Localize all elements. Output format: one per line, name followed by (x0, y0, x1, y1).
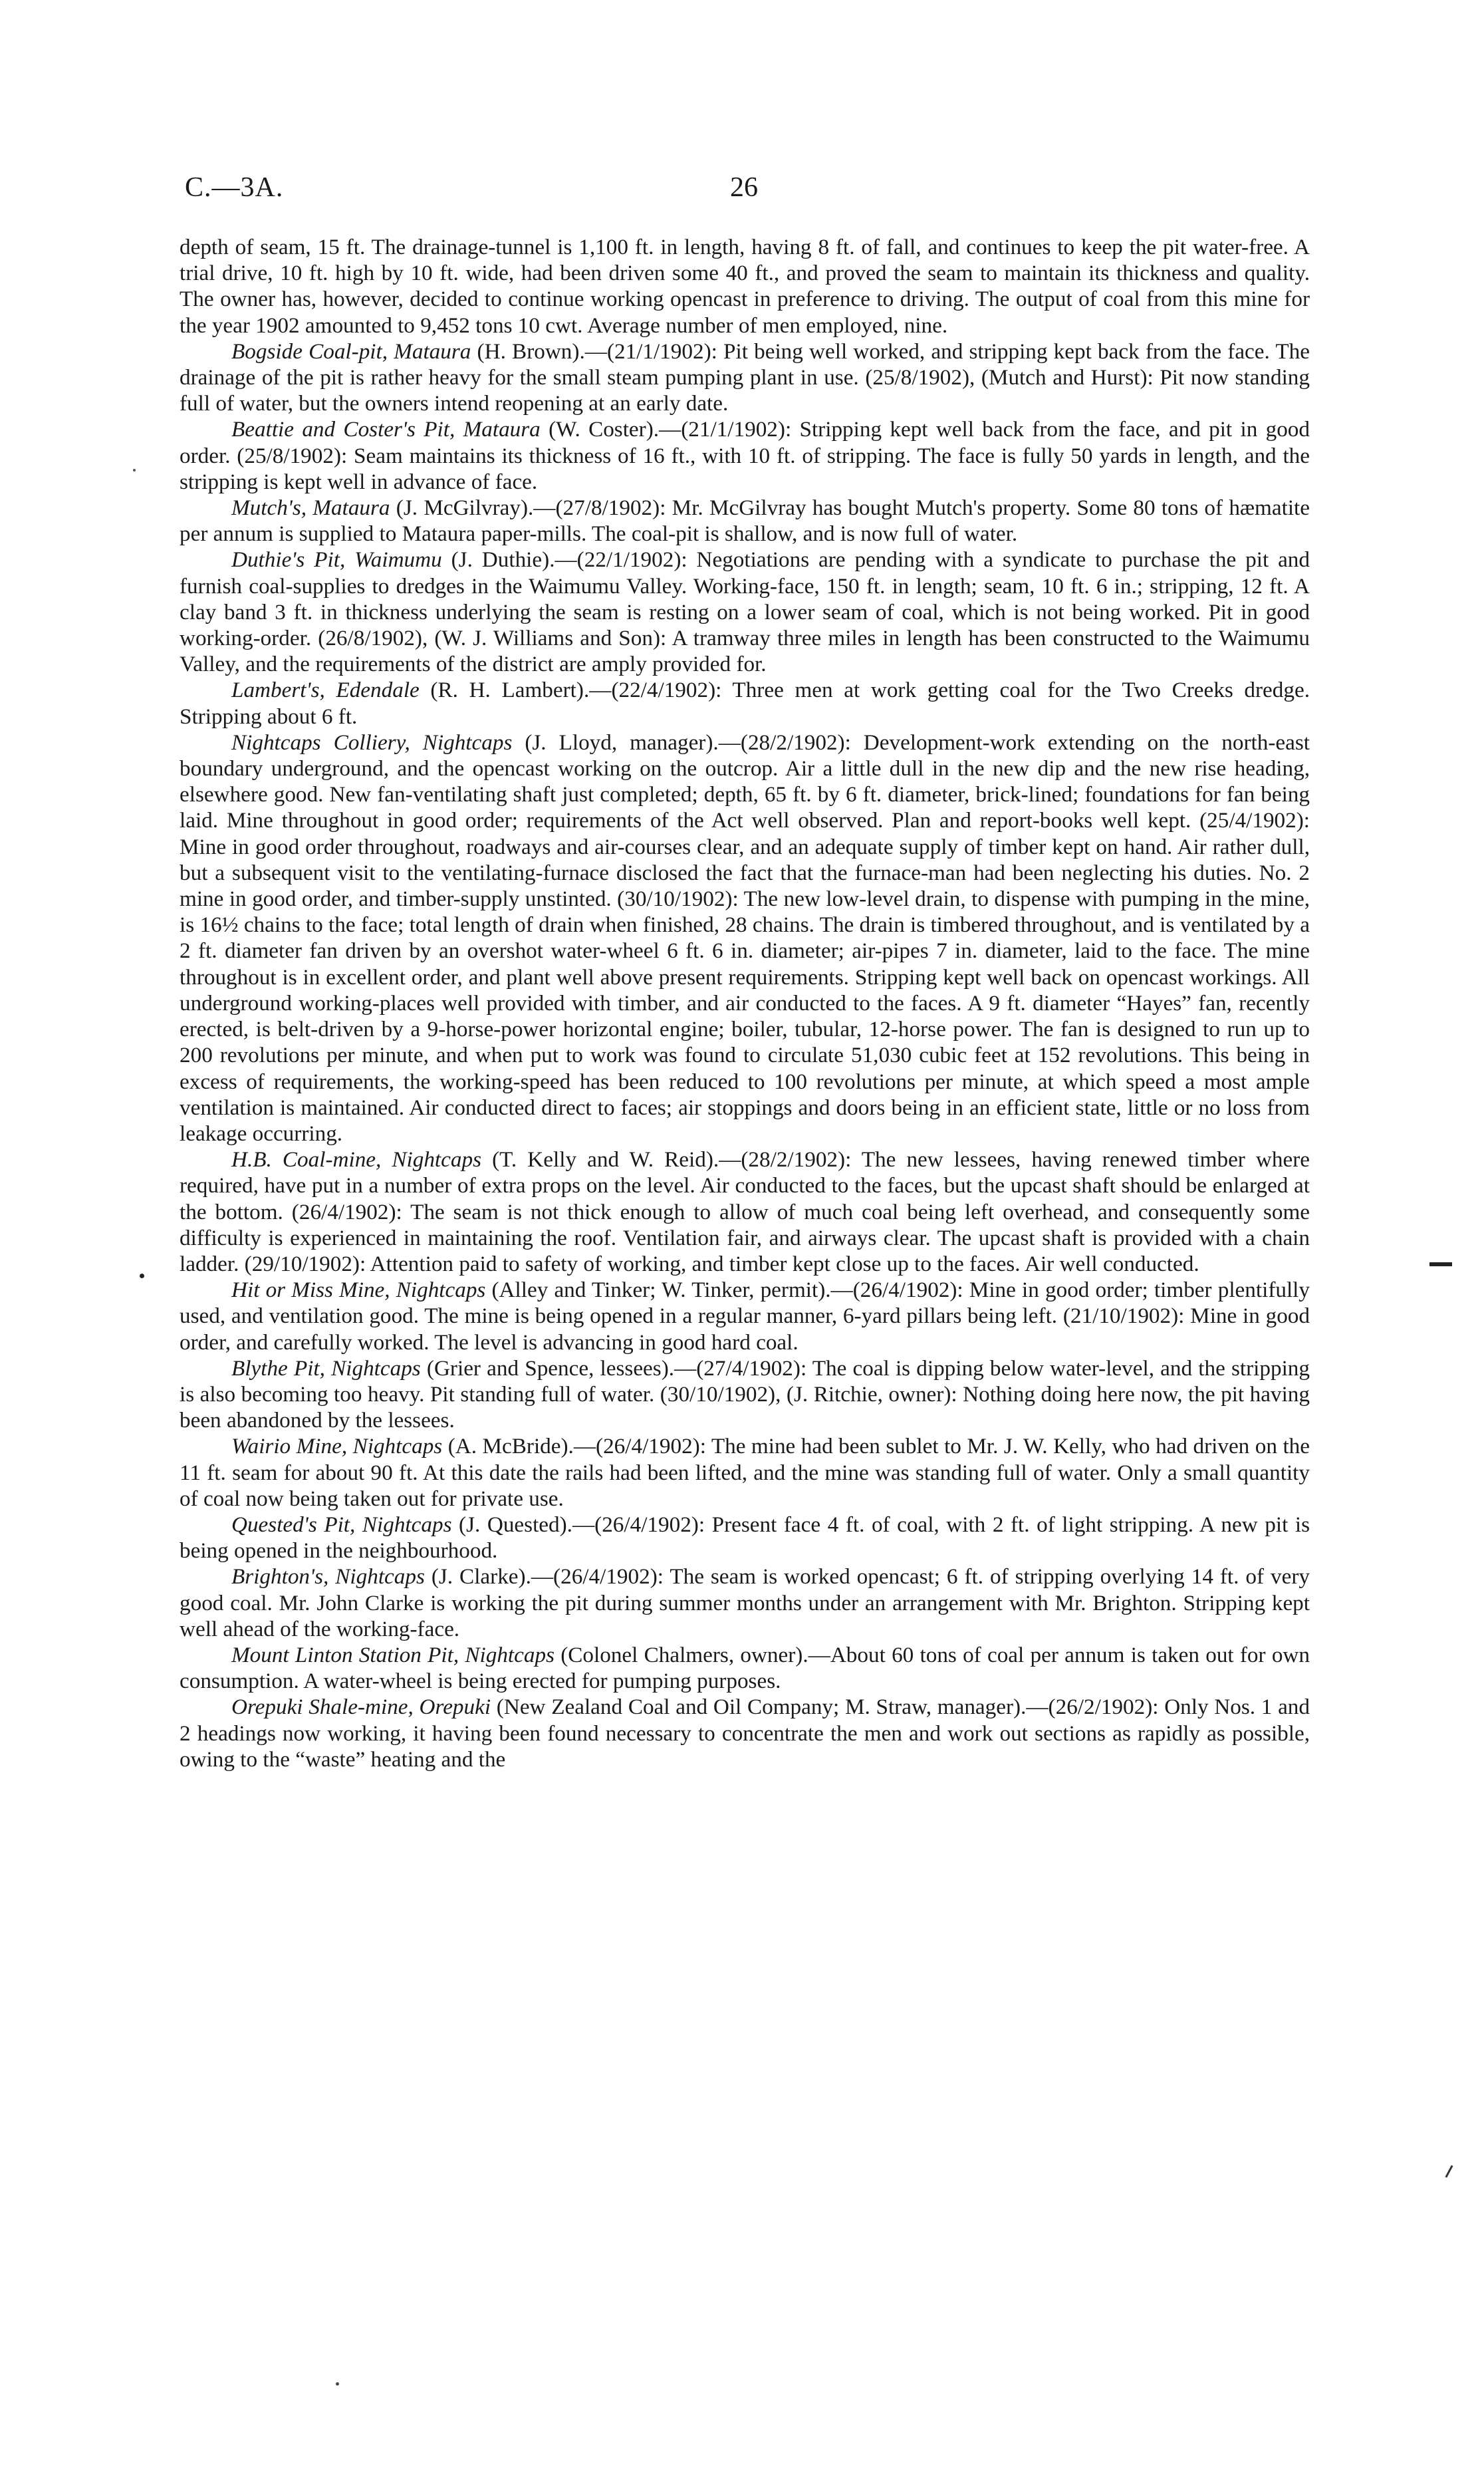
page-speck-mark (336, 2382, 339, 2386)
mine-title: Beattie and Coster's Pit, Mataura (231, 417, 541, 442)
mine-title: Orepuki Shale-mine, Orepuki (231, 1695, 491, 1720)
mine-title: Blythe Pit, Nightcaps (231, 1355, 421, 1381)
paragraph-nightcaps-colliery (180, 730, 1310, 1147)
paragraph-mount-linton (180, 1642, 1310, 1694)
mine-report: (J. Duthie).—(22/1/1902): Negotiations are pending with a syndicate to purchase the pit and furnish coal-supplies to dredges in the Waimumu Valley. Working-face, 150 ft. in length; seam, 10 ft. 6 in.; stripping, 12 ft. A clay band 3 ft. in thickness underlying the seam is resting on a lower seam of coal, which is not being worked. Pit in good working-order. (26/8/1902), (W. J. Williams and Son): A tramway three miles in length has been constructed to the Waimumu Valley, and the requirements of the district are amply provided for. (180, 547, 1310, 677)
mine-title: Nightcaps Colliery, Nightcaps (231, 730, 513, 755)
mine-title: Quested's Pit, Nightcaps (231, 1512, 452, 1537)
mine-report: (T. Kelly and W. Reid).—(28/2/1902): The new lessees, having renewed timber where required, have put in a number of extra props on the level. Air conducted to the faces, but the upcast shaft should be enlarged at the bottom. (26/4/1902): The seam is not thick enough to allow of much coal being left overhead, and consequently some difficulty is experienced in maintaining the roof. Ventilation fair, and airways clear. The upcast shaft is provided with a chain ladder. (29/10/1902): Attention paid to safety of working, and timber kept close up to the faces. Air well conducted. (180, 1147, 1310, 1276)
page-speck-mark (133, 469, 136, 472)
document-reference: C.—3A. (185, 172, 284, 203)
mine-report: (New Zealand Coal and Oil Company; M. Straw, manager).—(26/2/1902): Only Nos. 1 and 2 headings now working, it having been found necessary to concentrate the men and work out sections as rapidly as possible, owing to the “waste” heating and the (180, 1695, 1310, 1772)
mine-title: H.B. Coal-mine, Nightcaps (231, 1147, 481, 1172)
report-body (180, 234, 1310, 1772)
margin-dash-mark (1429, 1262, 1452, 1266)
paragraph-blythe (180, 1355, 1310, 1434)
page-number: 26 (730, 172, 758, 203)
mine-title: Hit or Miss Mine, Nightcaps (231, 1278, 486, 1303)
paragraph-wairio (180, 1433, 1310, 1512)
paragraph-hit-or-miss (180, 1277, 1310, 1355)
mine-title: Mutch's, Mataura (231, 495, 390, 521)
margin-tick-mark (1445, 2165, 1453, 2177)
mine-report: (H. Brown).—(21/1/1902): Pit being well worked, and stripping kept back from the face. The drainage of the pit is rather heavy for the small steam pumping plant in use. (25/8/1902), (Mutch and Hurst): Pit now standing full of water, but the owners intend reopening at an early date. (180, 339, 1310, 416)
margin-dot-mark (140, 1274, 144, 1278)
mine-title: Duthie's Pit, Waimumu (231, 547, 442, 573)
paragraph-continuation: depth of seam, 15 ft. The drainage-tunnel is 1,100 ft. in length, having 8 ft. of fall, and continues to keep the pit water-free. A trial drive, 10 ft. high by 10 ft. wide, had been driven some 40 ft., and proved the seam to maintain its thickness and quality. The owner has, however, decided to continue working opencast in preference to driving. The output of coal from this mine for the year 1902 amounted to 9,452 tons 10 cwt. Average number of men employed, nine. (180, 235, 1310, 338)
paragraph-bogside (180, 339, 1310, 417)
mine-title: Mount Linton Station Pit, Nightcaps (231, 1642, 555, 1667)
paragraph-mutch (180, 495, 1310, 547)
mine-report: (A. McBride).—(26/4/1902): The mine had been sublet to Mr. J. W. Kelly, who had driven on the 11 ft. seam for about 90 ft. At this date the rails had been lifted, and the mine was standing full of water. Only a small quantity of coal now being taken out for private use. (180, 1434, 1310, 1511)
mine-report: (W. Coster).—(21/1/1902): Stripping kept well back from the face, and pit in good order. (25/8/1902): Seam maintains its thickness of 16 ft., with 10 ft. of stripping. The face is fully 50 yards in length, and the stripping is kept well in advance of face. (180, 417, 1310, 494)
paragraph-brighton (180, 1564, 1310, 1642)
paragraph-beattie-coster (180, 416, 1310, 495)
page-header (185, 172, 1315, 218)
mine-report: (J. McGilvray).—(27/8/1902): Mr. McGilvray has bought Mutch's property. Some 80 tons of hæmatite per annum is supplied to Mataura paper-mills. The coal-pit is shallow, and is now full of water. (180, 495, 1310, 547)
mine-report: (R. H. Lambert).—(22/4/1902): Three men at work getting coal for the Two Creeks dredge. Stripping about 6 ft. (180, 678, 1310, 729)
mine-title: Bogside Coal-pit, Mataura (231, 339, 471, 364)
paragraph-hb-coal-mine (180, 1147, 1310, 1277)
paragraph-duthie (180, 547, 1310, 677)
mine-report: (J. Lloyd, manager).—(28/2/1902): Development-work extending on the north-east boundary underground, and the opencast working on the outcrop. Air a little dull in the new dip and the new rise heading, elsewhere good. New fan-ventilating shaft just completed; depth, 65 ft. by 6 ft. diameter, brick-lined; foundations for fan being laid. Mine throughout in good order; requirements of the Act well observed. Plan and report-books well kept. (25/4/1902): Mine in good order throughout, roadways and air-courses clear, and an adequate supply of timber kept on hand. Air rather dull, but a subsequent visit to the ventilating-furnace disclosed the fact that the furnace-man had been neglecting his duties. No. 2 mine in good order, and timber-supply unstinted. (30/10/1902): The new low-level drain, to dispense with pumping in the mine, is 16½ chains to the face; total length of drain when finished, 28 chains. The drain is timbered throughout, and is ventilated by a 2 ft. diameter fan driven by an overshot water-wheel 6 ft. 6 in. diameter; air-pipes 7 in. diameter, laid to the face. The mine throughout is in excellent order, and plant well above present requirements. Stripping kept well back on opencast workings. All underground working-places well provided with timber, and air conducted to the faces. A 9 ft. diameter “Hayes” fan, recently erected, is belt-driven by a 9-horse-power horizontal engine; boiler, tubular, 12-horse power. The fan is designed to run up to 200 revolutions per minute, and when put to work was found to circulate 51,030 cubic feet at 152 revolutions. This being in excess of requirements, the working-speed has been reduced to 100 revolutions per minute, at which speed a most ample ventilation is maintained. Air conducted direct to faces; air stoppings and doors being in an efficient state, little or no loss from leakage occurring. (180, 730, 1310, 1146)
mine-title: Brighton's, Nightcaps (231, 1564, 425, 1589)
mine-report: (Grier and Spence, lessees).—(27/4/1902): The coal is dipping below water-level, and the stripping is also becoming too heavy. Pit standing full of water. (30/10/1902), (J. Ritchie, owner): Nothing doing here now, the pit having been abandoned by the lessees. (180, 1355, 1310, 1433)
mine-title: Lambert's, Edendale (231, 678, 420, 703)
paragraph-lambert (180, 677, 1310, 729)
paragraph-orepuki (180, 1694, 1310, 1772)
mine-report: (J. Clarke).—(26/4/1902): The seam is worked opencast; 6 ft. of stripping overlying 14 ft. of very good coal. Mr. John Clarke is working the pit during summer months under an arrangement with Mr. Brighton. Stripping kept well ahead of the working-face. (180, 1564, 1310, 1641)
mine-title: Wairio Mine, Nightcaps (231, 1434, 443, 1459)
mine-report: (Alley and Tinker; W. Tinker, permit).—(26/4/1902): Mine in good order; timber plentifully used, and ventilation good. The mine is being opened in a regular manner, 6-yard pillars being left. (21/10/1902): Mine in good order, and carefully worked. The level is advancing in good hard coal. (180, 1278, 1310, 1355)
mine-report: (J. Quested).—(26/4/1902): Present face 4 ft. of coal, with 2 ft. of light stripping. A new pit is being opened in the neighbourhood. (180, 1512, 1310, 1564)
paragraph-quested (180, 1512, 1310, 1564)
mine-report: (Colonel Chalmers, owner).—About 60 tons of coal per annum is taken out for own consumption. A water-wheel is being erected for pumping purposes. (180, 1642, 1310, 1694)
